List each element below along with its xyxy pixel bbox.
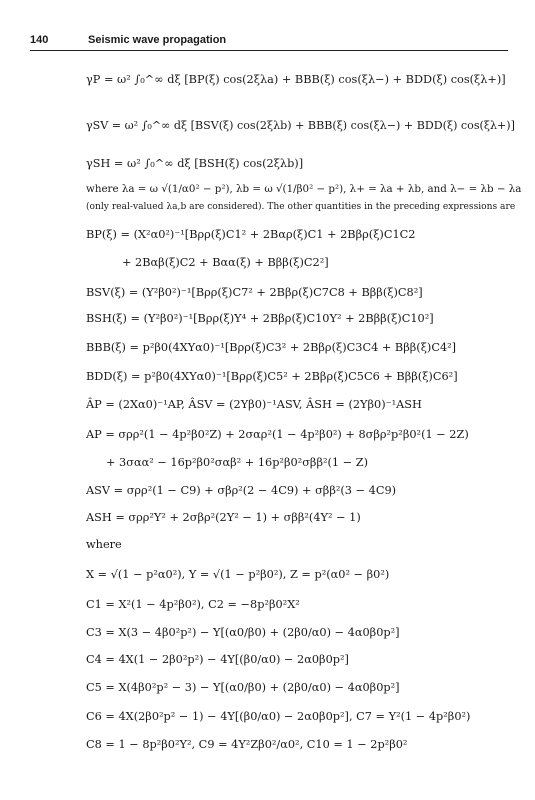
definition-bp-line1: BP(ξ) = (X²α0²)⁻¹[Bρρ(ξ)C1² + 2Bαρ(ξ)C1 + 2Bβρ(ξ)C1C2	[86, 228, 416, 241]
where-line: where λa = ω √(1/α0² − p²), λb = ω √(1/β0² − p²), λ+ = λa + λb, and λ− = λb − λa	[86, 183, 522, 195]
definition-c1-c2: C1 = X²(1 − 4p²β0²), C2 = −8p²β0²X²	[86, 598, 300, 611]
equation-gamma-sh: γSH = ω² ∫₀^∞ dξ [BSH(ξ) cos(2ξλb)]	[86, 157, 304, 170]
definition-c3: C3 = X(3 − 4β0²p²) − Y[(α0/β0) + (2β0/α0) − 4α0β0p²]	[86, 626, 400, 639]
definition-c8-c9-c10: C8 = 1 − 8p²β0²Y², C9 = 4Y²Zβ0²/α0², C10 = 1 − 2p²β0²	[86, 738, 408, 751]
definition-xyz: X = √(1 − p²α0²), Y = √(1 − p²β0²), Z = p²(α0² − β0²)	[86, 568, 390, 581]
definition-ap-line2: + 3σαα² − 16p²β0²σαβ² + 16p²β0²σββ²(1 − Z)	[106, 456, 369, 469]
definition-asv: ASV = σρρ²(1 − C9) + σβρ²(2 − 4C9) + σββ²(3 − 4C9)	[86, 484, 397, 497]
where-label: where	[86, 538, 122, 551]
header-rule	[30, 50, 508, 51]
definition-bsh: BSH(ξ) = (Y²β0²)⁻¹[Bρρ(ξ)Y⁴ + 2Bβρ(ξ)C10Y² + 2Bββ(ξ)C10²]	[86, 312, 434, 325]
definition-bsv: BSV(ξ) = (Y²β0²)⁻¹[Bρρ(ξ)C7² + 2Bβρ(ξ)C7C8 + Bββ(ξ)C8²]	[86, 286, 423, 299]
definition-ahat: ÂP = (2Xα0)⁻¹AP, ÂSV = (2Yβ0)⁻¹ASV, ÂSH = (2Yβ0)⁻¹ASH	[86, 398, 422, 411]
equation-gamma-p: γP = ω² ∫₀^∞ dξ [BP(ξ) cos(2ξλa) + BBB(ξ) cos(ξλ−) + BDD(ξ) cos(ξλ+)]	[86, 73, 506, 86]
definition-c4: C4 = 4X(1 − 2β0²p²) − 4Y[(β0/α0) − 2α0β0p²]	[86, 653, 349, 666]
definition-c5: C5 = X(4β0²p² − 3) − Y[(α0/β0) + (2β0/α0) − 4α0β0p²]	[86, 681, 400, 694]
definition-ap-line1: AP = σρρ²(1 − 4p²β0²Z) + 2σαρ²(1 − 4p²β0²) + 8σβρ²p²β0²(1 − 2Z)	[86, 428, 469, 441]
definition-bdd: BDD(ξ) = p²β0(4XYα0)⁻¹[Bρρ(ξ)C5² + 2Bβρ(ξ)C5C6 + Bββ(ξ)C6²]	[86, 370, 458, 383]
running-title: Seismic wave propagation	[88, 34, 227, 46]
definition-bp-line2: + 2Bαβ(ξ)C2 + Bαα(ξ) + Bββ(ξ)C2²]	[122, 256, 329, 269]
real-valued-line: (only real-valued λa,b are considered). The other quantities in the preceding expressions are	[86, 202, 516, 212]
definition-c6-c7: C6 = 4X(2β0²p² − 1) − 4Y[(β0/α0) − 2α0β0p²], C7 = Y²(1 − 4p²β0²)	[86, 710, 471, 723]
definition-bbb: BBB(ξ) = p²β0(4XYα0)⁻¹[Bρρ(ξ)C3² + 2Bβρ(ξ)C3C4 + Bββ(ξ)C4²]	[86, 341, 457, 354]
definition-ash: ASH = σρρ²Y² + 2σβρ²(2Y² − 1) + σββ²(4Y² − 1)	[86, 511, 361, 524]
page-number: 140	[30, 34, 49, 46]
equation-gamma-sv: γSV = ω² ∫₀^∞ dξ [BSV(ξ) cos(2ξλb) + BBB(ξ) cos(ξλ−) + BDD(ξ) cos(ξλ+)]	[86, 119, 515, 132]
